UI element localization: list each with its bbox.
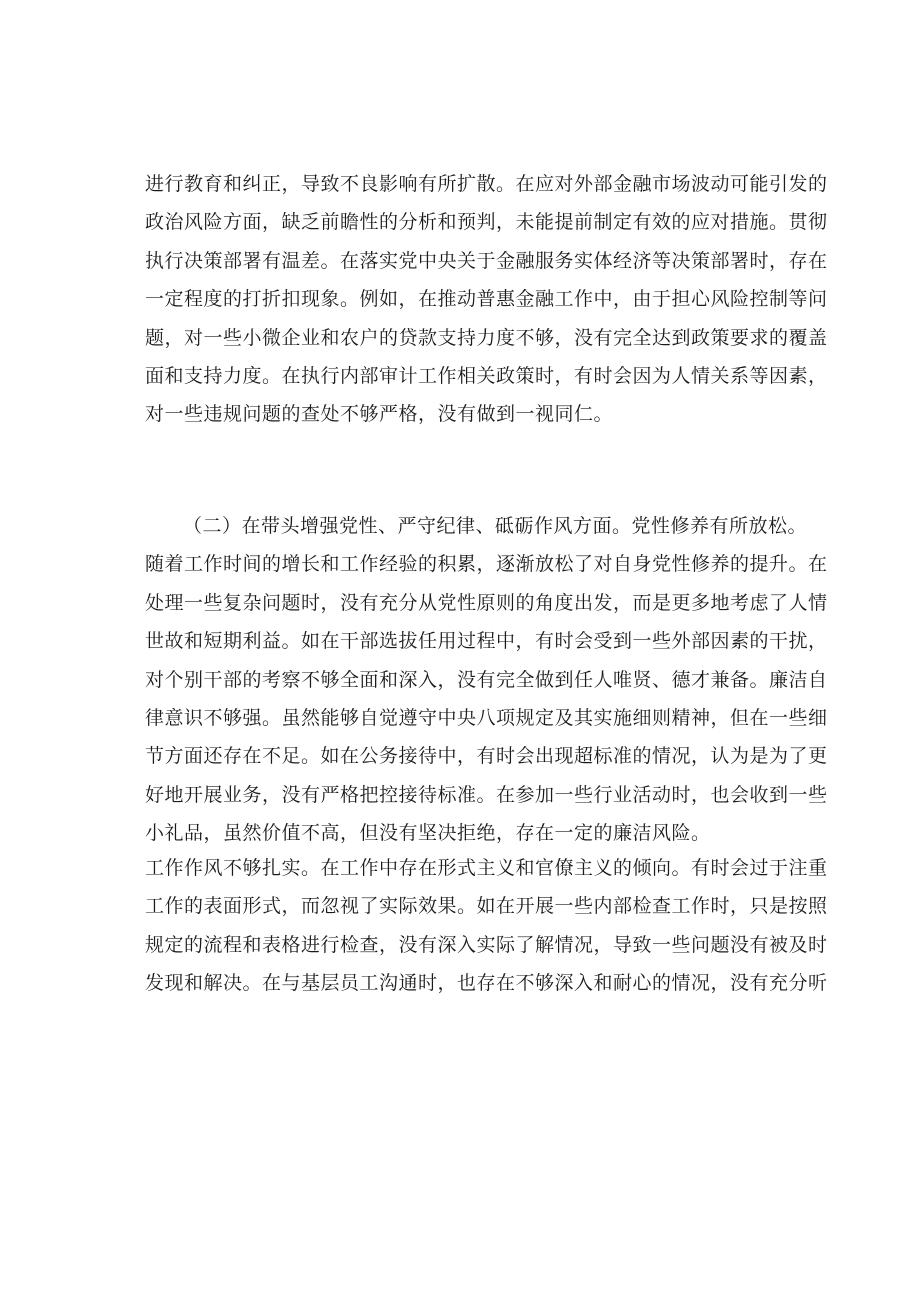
paragraph-3 — [145, 849, 828, 1003]
text-line: 对个别干部的考察不够全面和深入，没有完全做到任人唯贤、德才兼备。廉洁自 — [145, 668, 828, 691]
text-line: 随着工作时间的增长和工作经验的积累，逐渐放松了对自身党性修养的提升。在 — [145, 553, 828, 576]
text-line: 一定程度的打折扣现象。例如，在推动普惠金融工作中，由于担心风险控制等问 — [145, 288, 828, 311]
text-line: 题，对一些小微企业和农户的贷款支持力度不够，没有完全达到政策要求的覆盖 — [145, 326, 828, 349]
text-line: 世故和短期利益。如在干部选拔任用过程中，有时会受到一些外部因素的干扰， — [145, 630, 828, 653]
text-line: 好地开展业务，没有严格把控接待标准。在参加一些行业活动时，也会收到一些 — [145, 783, 828, 806]
text-line: 处理一些复杂问题时，没有充分从党性原则的角度出发，而是更多地考虑了人情 — [145, 591, 828, 614]
text-line: 小礼品，虽然价值不高，但没有坚决拒绝，存在一定的廉洁风险。 — [145, 822, 711, 845]
text-line: 对一些违规问题的查处不够严格，没有做到一视同仁。 — [145, 403, 614, 426]
paragraph-2 — [145, 507, 828, 853]
text-line: 工作作风不够扎实。在工作中存在形式主义和官僚主义的倾向。有时会过于注重 — [145, 857, 828, 879]
section-heading-line: （二）在带头增强党性、严守纪律、砥砺作风方面。党性修养有所放松。 — [183, 515, 808, 537]
text-line: 政治风险方面，缺乏前瞻性的分析和预判，未能提前制定有效的应对措施。贯彻 — [145, 211, 828, 234]
text-line: 面和支持力度。在执行内部审计工作相关政策时，有时会因为人情关系等因素， — [145, 364, 828, 387]
paragraph-1 — [145, 165, 828, 434]
text-line: 发现和解决。在与基层员工沟通时，也存在不够深入和耐心的情况，没有充分听 — [145, 972, 828, 995]
text-line: 规定的流程和表格进行检查，没有深入实际了解情况，导致一些问题没有被及时 — [145, 933, 828, 956]
text-line: 执行决策部署有温差。在落实党中央关于金融服务实体经济等决策部署时，存在 — [145, 249, 828, 272]
text-line: 节方面还存在不足。如在公务接待中，有时会出现超标准的情况，认为是为了更 — [145, 745, 828, 768]
text-line: 律意识不够强。虽然能够自觉遵守中央八项规定及其实施细则精神，但在一些细 — [145, 706, 828, 729]
text-line: 工作的表面形式，而忽视了实际效果。如在开展一些内部检查工作时，只是按照 — [145, 895, 828, 918]
text-line: 进行教育和纠正，导致不良影响有所扩散。在应对外部金融市场波动可能引发的 — [145, 173, 828, 195]
